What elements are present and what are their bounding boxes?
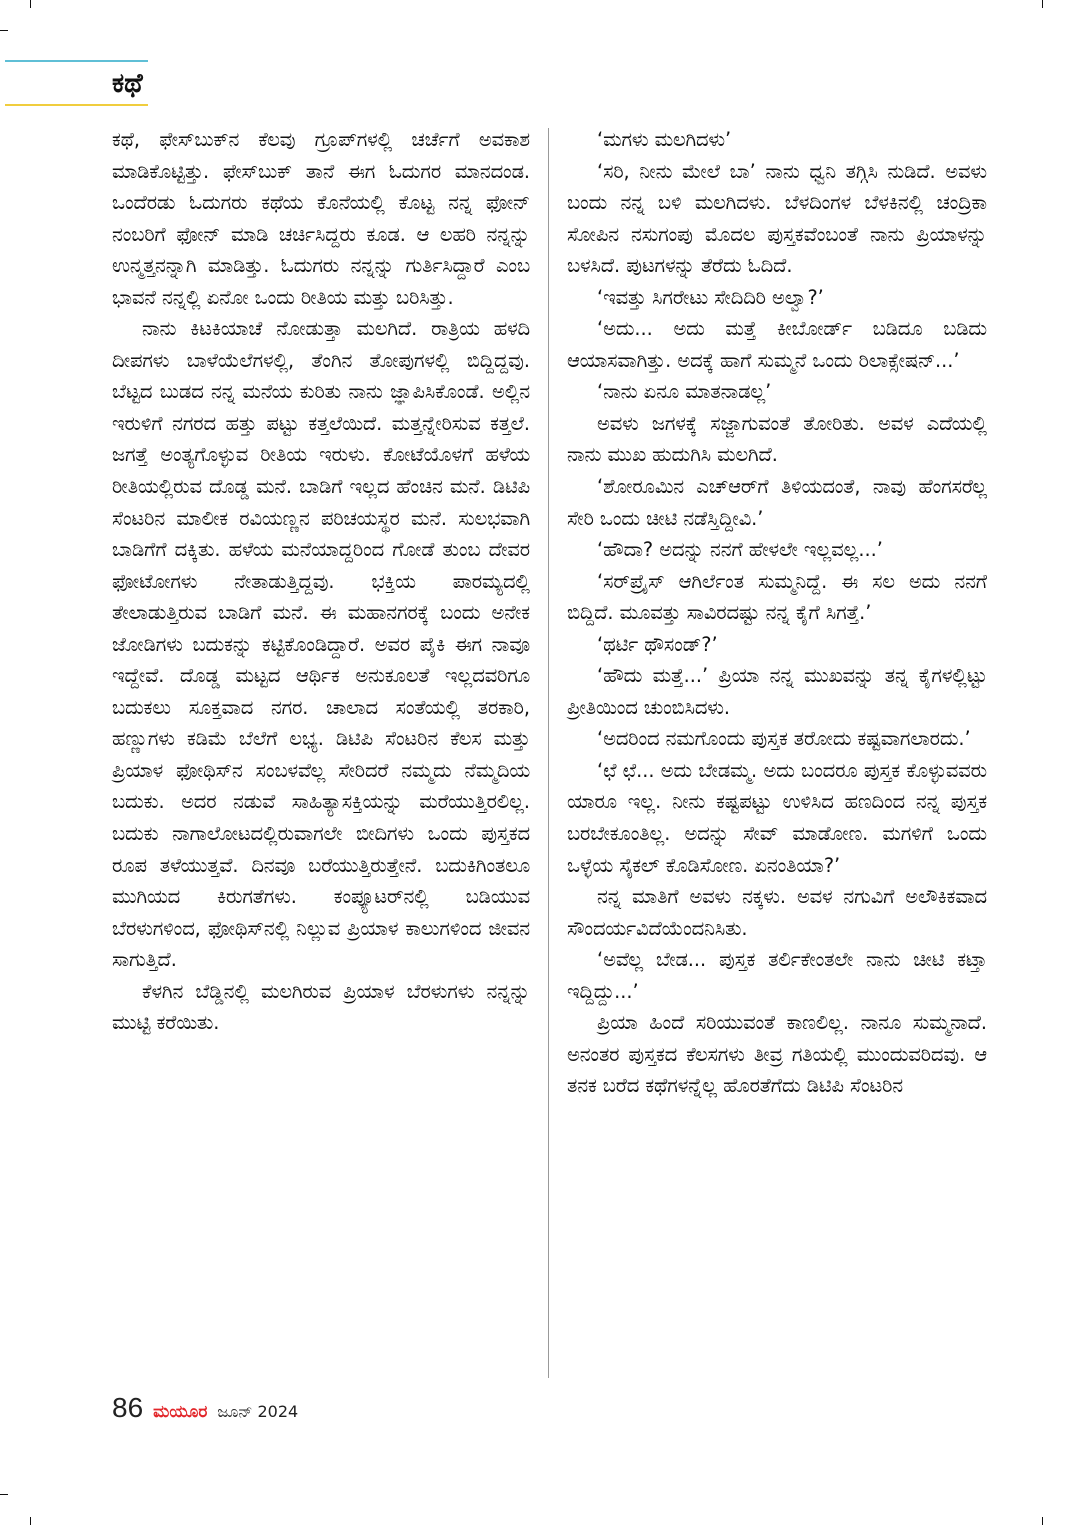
issue-date: ಜೂನ್ 2024	[217, 1402, 299, 1421]
paragraph: ಕಥೆ, ಫೇಸ್‌ಬುಕ್‌ನ ಕೆಲವು ಗ್ರೂಪ್‌ಗಳಲ್ಲಿ ಚರ್ಚೆಗೆ ಅವಕಾಶ ಮಾಡಿಕೊಟ್ಟಿತ್ತು. ಫೇಸ್‌ಬುಕ್ ತಾನೆ ಈಗ ಓದುಗರ ಮಾನದಂಡ. ಒಂದೆರಡು ಓದುಗರು ಕಥೆಯ ಕೊನೆಯಲ್ಲಿ ಕೊಟ್ಟ ನನ್ನ ಫೋನ್ ನಂಬರಿಗೆ ಫೋನ್ ಮಾಡಿ ಚರ್ಚಿಸಿದ್ದರು ಕೂಡ. ಆ ಲಹರಿ ನನ್ನನ್ನು ಉನ್ಮತ್ತನನ್ನಾಗಿ ಮಾಡಿತ್ತು. ಓದುಗರು ನನ್ನನ್ನು ಗುರ್ತಿಸಿದ್ದಾರೆ ಎಂಬ ಭಾವನೆ ನನ್ನಲ್ಲಿ ಏನೋ ಒಂದು ರೀತಿಯ ಮತ್ತು ಬರಿಸಿತ್ತು.	[112, 128, 530, 309]
article-column-left	[112, 124, 530, 1039]
paragraph: ‘ಹೌದಾ? ಅದನ್ನು ನನಗೆ ಹೇಳಲೇ ಇಲ್ಲವಲ್ಲ...’	[597, 538, 883, 562]
paragraph: ‘ಥರ್ಟಿ ಥೌಸಂಡ್?’	[597, 632, 718, 656]
paragraph: ನಾನು ಕಿಟಕಿಯಾಚೆ ನೋಡುತ್ತಾ ಮಲಗಿದೆ. ರಾತ್ರಿಯ ಹಳದಿ ದೀಪಗಳು ಬಾಳೆಯೆಲೆಗಳಲ್ಲಿ, ತೆಂಗಿನ ತೋಪುಗಳಲ್ಲಿ ಬಿದ್ದಿದ್ದವು. ಬೆಟ್ಟದ ಬುಡದ ನನ್ನ ಮನೆಯ ಕುರಿತು ನಾನು ಜ್ಞಾಪಿಸಿಕೊಂಡೆ. ಅಲ್ಲಿನ ಇರುಳಿಗೆ ನಗರದ ಹತ್ತು ಪಟ್ಟು ಕತ್ತಲೆಯಿದೆ. ಮತ್ತನ್ನೇರಿಸುವ ಕತ್ತಲೆ. ಜಗತ್ತೆ ಅಂತ್ಯಗೊಳ್ಳುವ ರೀತಿಯ ಇರುಳು. ಕೋಟೆಯೊಳಗೆ ಹಳೆಯ ರೀತಿಯಲ್ಲಿರುವ ದೊಡ್ಡ ಮನೆ. ಬಾಡಿಗೆ ಇಲ್ಲದ ಹೆಂಚಿನ ಮನೆ. ಡಿಟಿಪಿ ಸೆಂಟರಿನ ಮಾಲೀಕ ರವಿಯಣ್ಣನ ಪರಿಚಯಸ್ಥರ ಮನೆ. ಸುಲಭವಾಗಿ ಬಾಡಿಗೆಗೆ ದಕ್ಕಿತು. ಹಳೆಯ ಮನೆಯಾದ್ದರಿಂದ ಗೋಡೆ ತುಂಬ ದೇವರ ಫೋಟೋಗಳು ನೇತಾಡುತ್ತಿದ್ದವು. ಭಕ್ತಿಯ ಪಾರಮ್ಯದಲ್ಲಿ ತೇಲಾಡುತ್ತಿರುವ ಬಾಡಿಗೆ ಮನೆ. ಈ ಮಹಾನಗರಕ್ಕೆ ಬಂದು ಅನೇಕ ಜೋಡಿಗಳು ಬದುಕನ್ನು ಕಟ್ಟಿಕೊಂಡಿದ್ದಾರೆ. ಅವರ ಪೈಕಿ ಈಗ ನಾವೂ ಇದ್ದೇವೆ. ದೊಡ್ಡ ಮಟ್ಟದ ಆರ್ಥಿಕ ಅನುಕೂಲತೆ ಇಲ್ಲದವರಿಗೂ ಬದುಕಲು ಸೂಕ್ತವಾದ ನಗರ. ಚಾಲಾದ ಸಂತೆಯಲ್ಲಿ ತರಕಾರಿ, ಹಣ್ಣುಗಳು ಕಡಿಮೆ ಬೆಲೆಗೆ ಲಭ್ಯ. ಡಿಟಿಪಿ ಸೆಂಟರಿನ ಕೆಲಸ ಮತ್ತು ಪ್ರಿಯಾಳ ಫೋಥಿಸ್‌ನ ಸಂಬಳವೆಲ್ಲ ಸೇರಿದರೆ ನಮ್ಮದು ನೆಮ್ಮದಿಯ ಬದುಕು. ಅದರ ನಡುವೆ ಸಾಹಿತ್ಯಾಸಕ್ತಿಯನ್ನು ಮರೆಯುತ್ತಿರಲಿಲ್ಲ. ಬದುಕು ನಾಗಾಲೋಟದಲ್ಲಿರುವಾಗಲೇ ಬೀದಿಗಳು ಒಂದು ಪುಸ್ತಕದ ರೂಪ ತಳೆಯುತ್ತವೆ. ದಿನವೂ ಬರೆಯುತ್ತಿರುತ್ತೇನೆ. ಬದುಕಿಗಿಂತಲೂ ಮುಗಿಯದ ಕಿರುಗತೆಗಳು. ಕಂಪ್ಯೂಟರ್‌ನಲ್ಲಿ ಬಡಿಯುವ ಬೆರಳುಗಳಿಂದ, ಫೋಥಿಸ್‌ನಲ್ಲಿ ನಿಲ್ಲುವ ಪ್ರಿಯಾಳ ಕಾಲುಗಳಿಂದ ಜೀವನ ಸಾಗುತ್ತಿದೆ.	[112, 317, 530, 972]
paragraph: ‘ಅವೆಲ್ಲ ಬೇಡ... ಪುಸ್ತಕ ತರ್ಲಿಕೇಂತಲೇ ನಾನು ಚೀಟಿ ಕಟ್ತಾ ಇದ್ದಿದ್ದು...’	[567, 948, 987, 1003]
paragraph: ಪ್ರಿಯಾ ಹಿಂದೆ ಸರಿಯುವಂತೆ ಕಾಣಲಿಲ್ಲ. ನಾನೂ ಸುಮ್ಮನಾದೆ. ಅನಂತರ ಪುಸ್ತಕದ ಕೆಲಸಗಳು ತೀವ್ರ ಗತಿಯಲ್ಲಿ ಮುಂದುವರಿದವು. ಆ ತನಕ ಬರೆದ ಕಥೆಗಳನ್ನೆಲ್ಲ ಹೊರತೆಗೆದು ಡಿಟಿಪಿ ಸೆಂಟರಿನ	[567, 1011, 987, 1098]
paragraph: ‘ಮಗಳು ಮಲಗಿದಳು’	[597, 128, 732, 151]
article-column-right	[567, 124, 987, 1102]
magazine-logo: ಮಯೂರ	[153, 1402, 208, 1422]
paragraph: ‘ನಾನು ಏನೂ ಮಾತನಾಡಲ್ಲ’	[597, 380, 772, 404]
paragraph: ‘ಹೌದು ಮತ್ತೆ...’ ಪ್ರಿಯಾ ನನ್ನ ಮುಖವನ್ನು ತನ್ನ ಕೈಗಳಲ್ಲಿಟ್ಟು ಪ್ರೀತಿಯಿಂದ ಚುಂಬಿಸಿದಳು.	[567, 664, 987, 719]
header-accent-rule-blue	[5, 60, 148, 62]
crop-mark	[0, 30, 8, 31]
paragraph: ‘ಸರಿ, ನೀನು ಮೇಲೆ ಬಾ’ ನಾನು ಧ್ವನಿ ತಗ್ಗಿಸಿ ನುಡಿದೆ. ಅವಳು ಬಂದು ನನ್ನ ಬಳಿ ಮಲಗಿದಳು. ಬೆಳದಿಂಗಳ ಬೆಳಕಿನಲ್ಲಿ ಚಂದ್ರಿಕಾ ಸೋಪಿನ ನಸುಗಂಪು ಮೊದಲ ಪುಸ್ತಕವೆಂಬಂತೆ ನಾನು ಪ್ರಿಯಾಳನ್ನು ಬಳಸಿದೆ. ಪುಟಗಳನ್ನು ತೆರೆದು ಓದಿದೆ.	[567, 159, 987, 278]
crop-mark	[30, 1517, 31, 1525]
paragraph: ‘ಇವತ್ತು ಸಿಗರೇಟು ಸೇದಿದಿರಿ ಅಲ್ವಾ?’	[597, 285, 824, 309]
paragraph: ‘ಶೋರೂಮಿನ ಎಚ್‌ಆರ್‌ಗೆ ತಿಳಿಯದಂತೆ, ನಾವು ಹೆಂಗಸರೆಲ್ಲ ಸೇರಿ ಒಂದು ಚೀಟಿ ನಡೆಸ್ತಿದ್ದೀವಿ.’	[567, 475, 987, 530]
crop-mark	[0, 1494, 8, 1495]
paragraph: ಕೆಳಗಿನ ಬೆಡ್ಡಿನಲ್ಲಿ ಮಲಗಿರುವ ಪ್ರಿಯಾಳ ಬೆರಳುಗಳು ನನ್ನನ್ನು ಮುಟ್ಟಿ ಕರೆಯಿತು.	[112, 979, 530, 1035]
crop-mark	[1042, 1517, 1043, 1525]
paragraph: ‘ಛೆ ಛೆ... ಅದು ಬೇಡಮ್ಮ. ಅದು ಬಂದರೂ ಪುಸ್ತಕ ಕೊಳ್ಳುವವರು ಯಾರೂ ಇಲ್ಲ. ನೀನು ಕಷ್ಟಪಟ್ಟು ಉಳಿಸಿದ ಹಣದಿಂದ ನನ್ನ ಪುಸ್ತಕ ಬರಬೇಕೂಂತಿಲ್ಲ. ಅದನ್ನು ಸೇವ್ ಮಾಡೋಣ. ಮಗಳಿಗೆ ಒಂದು ಒಳ್ಳೆಯ ಸೈಕಲ್ ಕೊಡಿಸೋಣ. ಏನಂತಿಯಾ?’	[567, 758, 987, 877]
page-footer	[112, 1392, 298, 1428]
header-accent-rule-yellow	[5, 104, 148, 106]
paragraph: ನನ್ನ ಮಾತಿಗೆ ಅವಳು ನಕ್ಕಳು. ಅವಳ ನಗುವಿಗೆ ಅಲೌಕಿಕವಾದ ಸೌಂದರ್ಯವಿದೆಯೆಂದನಿಸಿತು.	[567, 885, 987, 940]
crop-mark	[30, 0, 31, 8]
paragraph: ಅವಳು ಜಗಳಕ್ಕೆ ಸಜ್ಜಾಗುವಂತೆ ತೋರಿತು. ಅವಳ ಎದೆಯಲ್ಲಿ ನಾನು ಮುಖ ಹುದುಗಿಸಿ ಮಲಗಿದೆ.	[567, 411, 987, 467]
page-number: 86	[112, 1392, 144, 1423]
section-title: ಕಥೆ	[112, 68, 143, 99]
paragraph: ‘ಅದು... ಅದು ಮತ್ತೆ ಕೀಬೋರ್ಡ್ ಬಡಿದೂ ಬಡಿದು ಆಯಾಸವಾಗಿತ್ತು. ಅದಕ್ಕೆ ಹಾಗೆ ಸುಮ್ಮನೆ ಒಂದು ರಿಲಾಕ್ಸೇಷನ್...’	[567, 317, 987, 372]
column-divider	[548, 128, 549, 1378]
paragraph: ‘ಸರ್‌ಪ್ರೈಸ್ ಆಗಿರ್ಲೆಂತ ಸುಮ್ಮನಿದ್ದೆ. ಈ ಸಲ ಅದು ನನಗೆ ಬಿದ್ದಿದೆ. ಮೂವತ್ತು ಸಾವಿರದಷ್ಟು ನನ್ನ ಕೈಗೆ ಸಿಗತ್ತೆ.’	[567, 569, 987, 625]
crop-mark	[1042, 0, 1043, 8]
paragraph: ‘ಅದರಿಂದ ನಮಗೊಂದು ಪುಸ್ತಕ ತರೋದು ಕಷ್ಟವಾಗಲಾರದು.’	[597, 727, 971, 751]
